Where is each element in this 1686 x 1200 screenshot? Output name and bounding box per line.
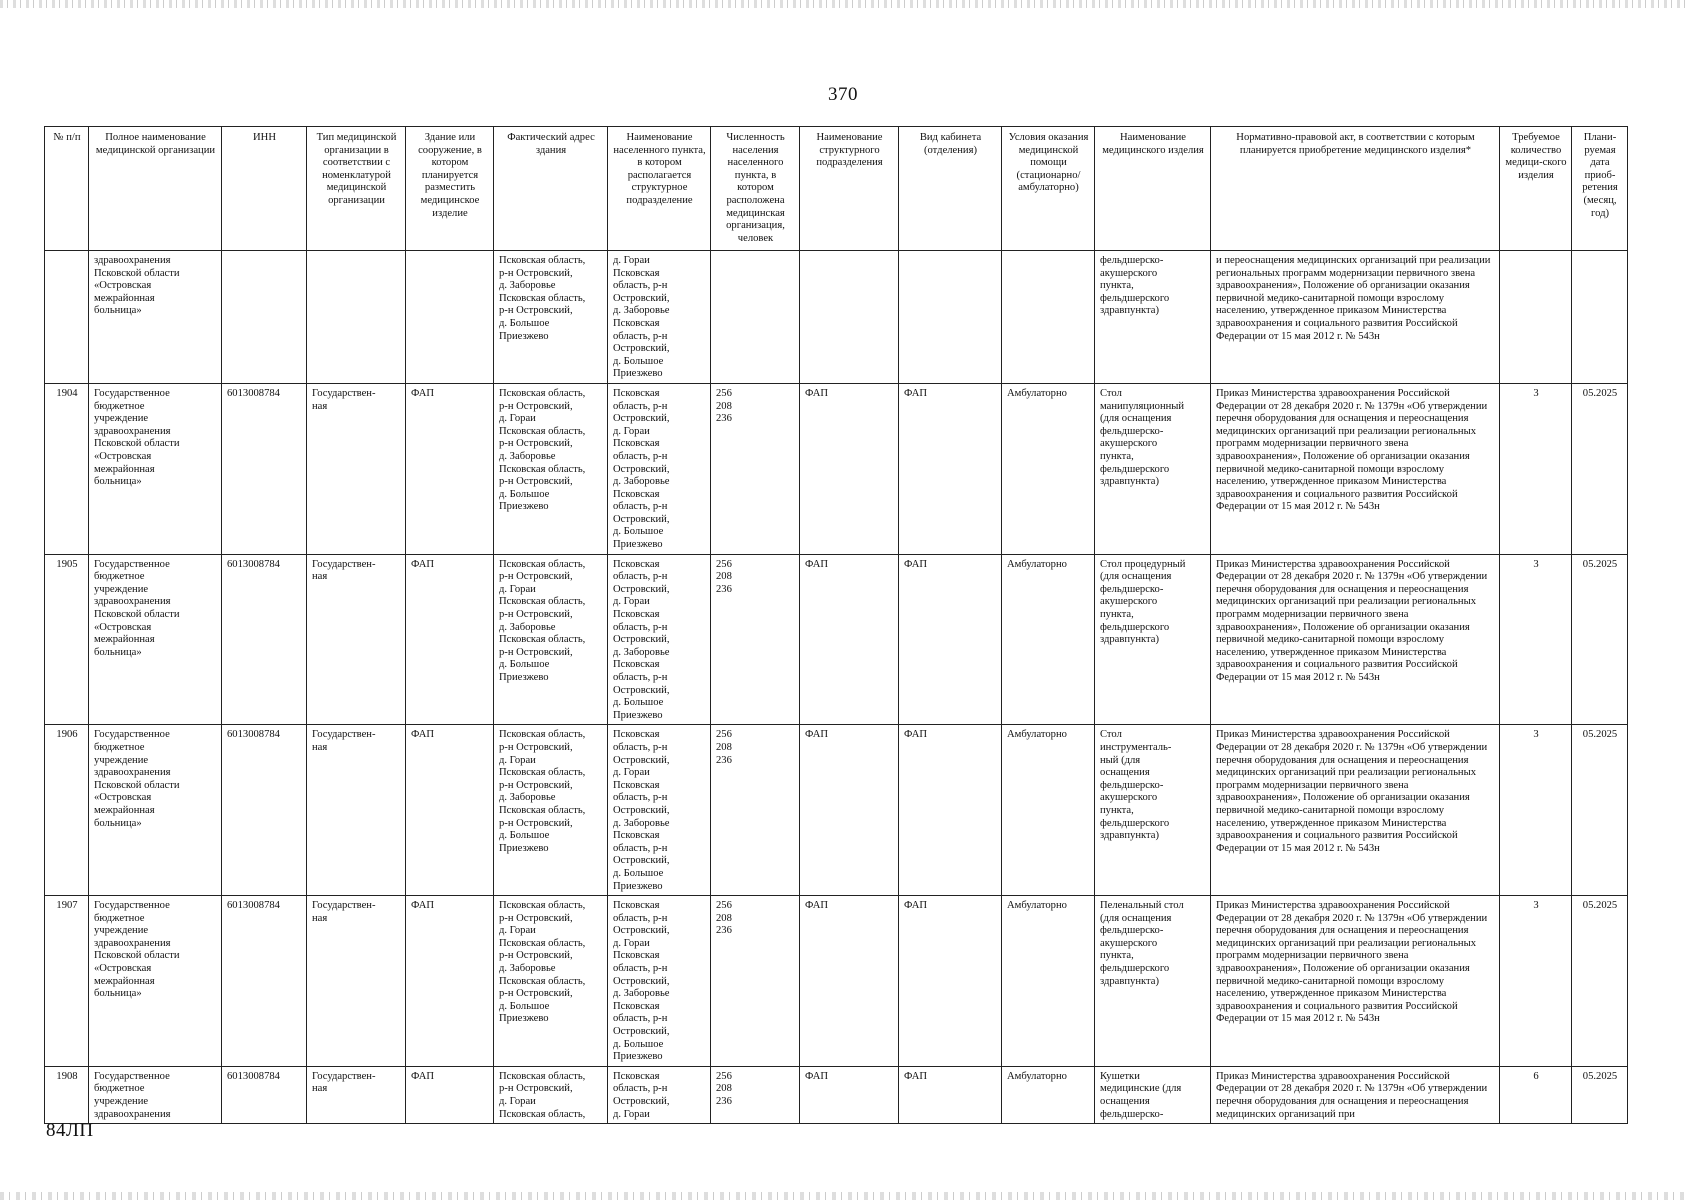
locality: Псковская область, р-н Островский, д. Гораи Псковская область, р-н Островский, д. Заборовье Псковская область, р-н Островский, д. Большое Приезжево xyxy=(608,554,711,725)
header-cell: Условия оказания медицинской помощи (стационарно/ амбулаторно) xyxy=(1002,127,1095,251)
footer-code: 84ЛП xyxy=(46,1120,94,1141)
org-name: здравоохранения Псковской области «Островская межрайонная больница» xyxy=(89,251,222,384)
division: ФАП xyxy=(800,896,899,1067)
table-row xyxy=(45,896,1628,1067)
address: Псковская область, р-н Островский, д. Заборовье Псковская область, р-н Островский, д. Большое Приезжево xyxy=(494,251,608,384)
locality: Псковская область, р-н Островский, д. Гораи Псковская область, р-н Островский, д. Заборовье Псковская область, р-н Островский, д. Большое Приезжево xyxy=(608,383,711,554)
legal-act: и переоснащения медицинских организаций при реализации региональных программ модернизации первичного звена здравоохранения», Положение об организации оказания первичной медико-санитарной помощи взрослому населению, утвержденное приказом Министерства здравоохранения и социального развития Российской Федерации от 15 мая 2012 г. № 543н xyxy=(1211,251,1500,384)
legal-act: Приказ Министерства здравоохранения Российской Федерации от 28 декабря 2020 г. № 1379н «Об утверждении перечня оборудования для оснащения и переоснащения медицинских организаций при xyxy=(1211,1066,1500,1123)
org-type: Государствен- ная xyxy=(307,554,406,725)
address: Псковская область, р-н Островский, д. Гораи Псковская область, р-н Островский, д. Заборовье Псковская область, р-н Островский, д. Большое Приезжево xyxy=(494,896,608,1067)
table-row xyxy=(45,251,1628,384)
care-conditions: Амбулаторно xyxy=(1002,554,1095,725)
locality: Псковская область, р-н Островский, д. Гораи Псковская область, р-н Островский, д. Заборовье Псковская область, р-н Островский, д. Большое Приезжево xyxy=(608,896,711,1067)
locality: д. Гораи Псковская область, р-н Островский, д. Заборовье Псковская область, р-н Островский, д. Большое Приезжево xyxy=(608,251,711,384)
population xyxy=(711,251,800,384)
quantity: 3 xyxy=(1500,383,1572,554)
quantity: 3 xyxy=(1500,896,1572,1067)
inn: 6013008784 xyxy=(222,554,307,725)
header-cell: Требуемое количество медици-ского изделия xyxy=(1500,127,1572,251)
care-conditions: Амбулаторно xyxy=(1002,896,1095,1067)
population: 256 208 236 xyxy=(711,896,800,1067)
cabinet: ФАП xyxy=(899,554,1002,725)
purchase-date: 05.2025 xyxy=(1572,1066,1628,1123)
population: 256 208 236 xyxy=(711,725,800,896)
device-name: фельдшерско- акушерского пункта, фельдшерского здравпункта) xyxy=(1095,251,1211,384)
header-cell: Фактический адрес здания xyxy=(494,127,608,251)
building: ФАП xyxy=(406,383,494,554)
device-name: Стол манипуляционный (для оснащения фельдшерско- акушерского пункта, фельдшерского здравпункта) xyxy=(1095,383,1211,554)
purchase-date: 05.2025 xyxy=(1572,896,1628,1067)
org-type: Государствен- ная xyxy=(307,1066,406,1123)
row-number: 1906 xyxy=(45,725,89,896)
header-cell: Нормативно-правовой акт, в соответствии с которым планируется приобретение медицинского изделия* xyxy=(1211,127,1500,251)
care-conditions: Амбулаторно xyxy=(1002,725,1095,896)
header-cell: Полное наименование медицинской организации xyxy=(89,127,222,251)
header-cell: № п/п xyxy=(45,127,89,251)
purchase-date: 05.2025 xyxy=(1572,554,1628,725)
device-name: Стол инструменталь- ный (для оснащения фельдшерско- акушерского пункта, фельдшерского здравпункта) xyxy=(1095,725,1211,896)
building: ФАП xyxy=(406,554,494,725)
scan-edge-top xyxy=(0,0,1686,8)
legal-act: Приказ Министерства здравоохранения Российской Федерации от 28 декабря 2020 г. № 1379н «Об утверждении перечня оборудования для оснащения и переоснащения медицинских организаций при реализации региональных программ модернизации первичного звена здравоохранения», Положение об организации оказания первичной медико-санитарной помощи взрослому населению, утвержденное приказом Министерства здравоохранения и социального развития Российской Федерации от 15 мая 2012 г. № 543н xyxy=(1211,725,1500,896)
quantity: 3 xyxy=(1500,725,1572,896)
header-cell: ИНН xyxy=(222,127,307,251)
header-cell: Наименование населенного пункта, в котором располагается структурное подразделение xyxy=(608,127,711,251)
population: 256 208 236 xyxy=(711,383,800,554)
org-name: Государственное бюджетное учреждение здравоохранения Псковской области «Островская межрайонная больница» xyxy=(89,383,222,554)
device-name: Кушетки медицинские (для оснащения фельдшерско- xyxy=(1095,1066,1211,1123)
legal-act: Приказ Министерства здравоохранения Российской Федерации от 28 декабря 2020 г. № 1379н «Об утверждении перечня оборудования для оснащения и переоснащения медицинских организаций при реализации региональных программ модернизации первичного звена здравоохранения», Положение об организации оказания первичной медико-санитарной помощи взрослому населению, утвержденное приказом Министерства здравоохранения и социального развития Российской Федерации от 15 мая 2012 г. № 543н xyxy=(1211,554,1500,725)
quantity: 3 xyxy=(1500,554,1572,725)
address: Псковская область, р-н Островский, д. Гораи Псковская область, р-н Островский, д. Заборовье Псковская область, р-н Островский, д. Большое Приезжево xyxy=(494,554,608,725)
building: ФАП xyxy=(406,896,494,1067)
address: Псковская область, р-н Островский, д. Гораи Псковская область, р-н Островский, д. Заборовье Псковская область, р-н Островский, д. Большое Приезжево xyxy=(494,383,608,554)
header-cell: Наименование медицинского изделия xyxy=(1095,127,1211,251)
population: 256 208 236 xyxy=(711,554,800,725)
equipment-table xyxy=(44,126,1628,1124)
inn: 6013008784 xyxy=(222,383,307,554)
quantity: 6 xyxy=(1500,1066,1572,1123)
cabinet: ФАП xyxy=(899,383,1002,554)
cabinet: ФАП xyxy=(899,1066,1002,1123)
device-name: Стол процедурный (для оснащения фельдшерско- акушерского пункта, фельдшерского здравпункта) xyxy=(1095,554,1211,725)
header-cell: Численность населения населенного пункта, в котором расположена медицинская организация, человек xyxy=(711,127,800,251)
address: Псковская область, р-н Островский, д. Гораи Псковская область, р-н Островский, д. Заборовье Псковская область, р-н Островский, д. Большое Приезжево xyxy=(494,725,608,896)
inn: 6013008784 xyxy=(222,725,307,896)
population: 256 208 236 xyxy=(711,1066,800,1123)
care-conditions xyxy=(1002,251,1095,384)
table-row xyxy=(45,1066,1628,1123)
inn: 6013008784 xyxy=(222,896,307,1067)
address: Псковская область, р-н Островский, д. Гораи Псковская область, xyxy=(494,1066,608,1123)
org-name: Государственное бюджетное учреждение здравоохранения Псковской области «Островская межрайонная больница» xyxy=(89,896,222,1067)
row-number: 1907 xyxy=(45,896,89,1067)
org-name: Государственное бюджетное учреждение здравоохранения xyxy=(89,1066,222,1123)
cabinet: ФАП xyxy=(899,896,1002,1067)
scan-edge-bottom xyxy=(0,1192,1686,1200)
org-type: Государствен- ная xyxy=(307,896,406,1067)
org-name: Государственное бюджетное учреждение здравоохранения Псковской области «Островская межрайонная больница» xyxy=(89,554,222,725)
building: ФАП xyxy=(406,1066,494,1123)
org-name: Государственное бюджетное учреждение здравоохранения Псковской области «Островская межрайонная больница» xyxy=(89,725,222,896)
inn xyxy=(222,251,307,384)
building: ФАП xyxy=(406,725,494,896)
locality: Псковская область, р-н Островский, д. Гораи Псковская область, р-н Островский, д. Заборовье Псковская область, р-н Островский, д. Большое Приезжево xyxy=(608,725,711,896)
building xyxy=(406,251,494,384)
header-cell: Наименование структурного подразделения xyxy=(800,127,899,251)
purchase-date xyxy=(1572,251,1628,384)
cabinet: ФАП xyxy=(899,725,1002,896)
org-type xyxy=(307,251,406,384)
org-type: Государствен- ная xyxy=(307,383,406,554)
care-conditions: Амбулаторно xyxy=(1002,1066,1095,1123)
row-number xyxy=(45,251,89,384)
page-number: 370 xyxy=(828,84,858,105)
legal-act: Приказ Министерства здравоохранения Российской Федерации от 28 декабря 2020 г. № 1379н «Об утверждении перечня оборудования для оснащения и переоснащения медицинских организаций при реализации региональных программ модернизации первичного звена здравоохранения», Положение об организации оказания первичной медико-санитарной помощи взрослому населению, утвержденное приказом Министерства здравоохранения и социального развития Российской Федерации от 15 мая 2012 г. № 543н xyxy=(1211,383,1500,554)
table-row xyxy=(45,554,1628,725)
purchase-date: 05.2025 xyxy=(1572,725,1628,896)
division: ФАП xyxy=(800,1066,899,1123)
header-cell: Тип медицинской организации в соответствии с номенклатурой медицинской организации xyxy=(307,127,406,251)
locality: Псковская область, р-н Островский, д. Гораи xyxy=(608,1066,711,1123)
division: ФАП xyxy=(800,383,899,554)
legal-act: Приказ Министерства здравоохранения Российской Федерации от 28 декабря 2020 г. № 1379н «Об утверждении перечня оборудования для оснащения и переоснащения медицинских организаций при реализации региональных программ модернизации первичного звена здравоохранения», Положение об организации оказания первичной медико-санитарной помощи взрослому населению, утвержденное приказом Министерства здравоохранения и социального развития Российской Федерации от 15 мая 2012 г. № 543н xyxy=(1211,896,1500,1067)
header-cell: Вид кабинета (отделения) xyxy=(899,127,1002,251)
row-number: 1908 xyxy=(45,1066,89,1123)
row-number: 1904 xyxy=(45,383,89,554)
division: ФАП xyxy=(800,725,899,896)
device-name: Пеленальный стол (для оснащения фельдшерско- акушерского пункта, фельдшерского здравпункта) xyxy=(1095,896,1211,1067)
org-type: Государствен- ная xyxy=(307,725,406,896)
table-header-row xyxy=(45,127,1628,251)
care-conditions: Амбулаторно xyxy=(1002,383,1095,554)
inn: 6013008784 xyxy=(222,1066,307,1123)
table-row xyxy=(45,725,1628,896)
purchase-date: 05.2025 xyxy=(1572,383,1628,554)
division xyxy=(800,251,899,384)
header-cell: Плани-руемая дата приоб-ретения (месяц, год) xyxy=(1572,127,1628,251)
cabinet xyxy=(899,251,1002,384)
division: ФАП xyxy=(800,554,899,725)
table-row xyxy=(45,383,1628,554)
row-number: 1905 xyxy=(45,554,89,725)
quantity xyxy=(1500,251,1572,384)
header-cell: Здание или сооружение, в котором планируется разместить медицинское изделие xyxy=(406,127,494,251)
